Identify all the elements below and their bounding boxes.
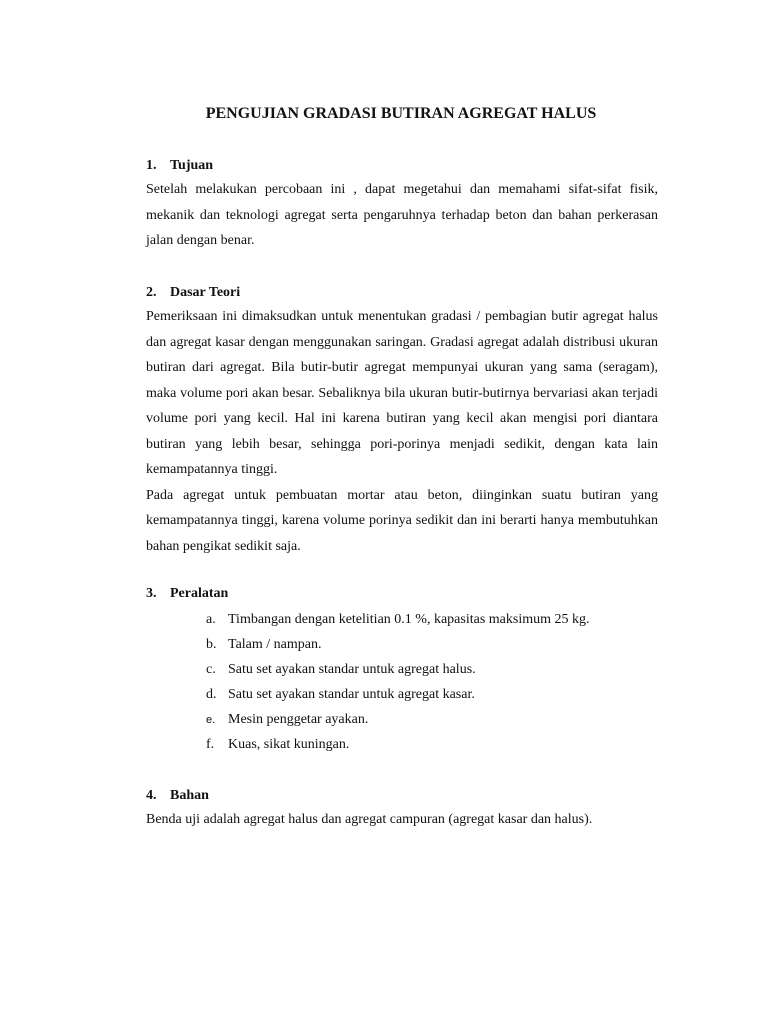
list-item [206,707,666,732]
list-item [206,657,666,682]
list-letter: c. [206,662,216,677]
section-number: 1. [146,158,157,173]
section-paragraph: Pada agregat untuk pembuatan mortar atau beton, diinginkan suatu butiran yang kemampatannya tinggi, karena volume porinya sedikit dan ini berarti hanya membutuhkan bahan pengikat sedikit saja. [146,487,658,554]
section-paragraph: Pemeriksaan ini dimaksudkan untuk menentukan gradasi / pembagian butir agregat halus dan agregat kasar dengan menggunakan saringan. Gradasi agregat adalah distribusi ukuran butiran dari agregat. Bila butir-butir agregat mempunyai ukuran yang sama (seragam), maka volume pori akan besar. Sebaliknya bila ukuran butir-butirnya bervariasi akan terjadi volume pori yang kecil. Hal ini karena butiran yang kecil akan mengisi pori diantara butiran yang lebih besar, sehingga pori-porinya menjadi sedikit, dengan kata lain kemampatannya tinggi. [146,309,658,477]
list-letter: f. [206,737,215,752]
list-text: Satu set ayakan standar untuk agregat kasar. [228,687,475,702]
section-title: Peralatan [170,586,229,601]
section-number: 3. [146,586,157,601]
section-title: Tujuan [170,158,214,173]
section-heading [146,786,658,806]
list-text: Satu set ayakan standar untuk agregat halus. [228,662,476,677]
section-dasar-teori [146,283,658,559]
section-heading [146,283,658,303]
list-letter: e. [206,714,216,726]
list-text: Talam / nampan. [228,637,322,652]
section-title: Bahan [170,788,209,803]
section-heading [146,584,658,604]
list-text: Mesin penggetar ayakan. [228,712,369,727]
section-peralatan [146,584,658,604]
list-item [206,632,666,657]
section-title: Dasar Teori [170,285,241,300]
list-item [206,607,666,632]
section-number: 2. [146,285,157,300]
list-item [206,732,666,757]
list-item [206,682,666,707]
list-text: Kuas, sikat kuningan. [228,737,350,752]
list-letter: b. [206,637,217,652]
list-letter: a. [206,612,216,627]
section-heading [146,156,658,176]
equipment-list [206,607,666,757]
list-text: Timbangan dengan ketelitian 0.1 %, kapasitas maksimum 25 kg. [228,612,590,627]
section-tujuan [146,156,658,254]
document-title: PENGUJIAN GRADASI BUTIRAN AGREGAT HALUS [205,105,597,122]
section-paragraph: Setelah melakukan percobaan ini , dapat megetahui dan memahami sifat-sifat fisik, mekanik dan teknologi agregat serta pengaruhnya terhadap beton dan bahan perkerasan jalan dengan benar. [146,182,658,248]
section-paragraph: Benda uji adalah agregat halus dan agregat campuran (agregat kasar dan halus). [146,812,593,827]
list-letter: d. [206,687,217,702]
section-number: 4. [146,788,157,803]
section-bahan [146,786,658,833]
